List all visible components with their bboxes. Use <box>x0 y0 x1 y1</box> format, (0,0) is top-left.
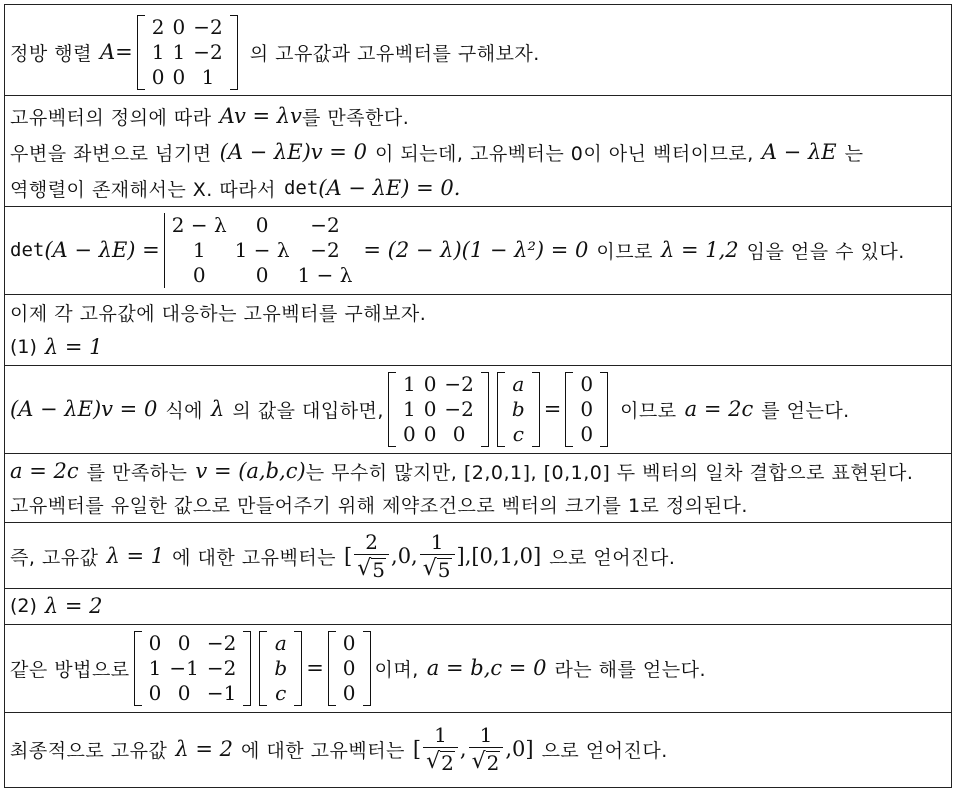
matrix-cell: −2 <box>444 396 474 421</box>
lambda-value: λ = 2 <box>175 737 233 761</box>
row5-post: 이므로 <box>596 240 653 263</box>
row-case2-system <box>10 626 948 710</box>
divider <box>4 453 952 454</box>
matrix-cell: 0 <box>172 14 186 39</box>
eigen-equation: Av = λv <box>219 104 302 128</box>
matrix-cell: 2 <box>151 14 165 39</box>
matrix-cell: 0 <box>423 421 437 446</box>
row-case-2 <box>10 590 948 622</box>
char-equation: (A − λE)v = 0 <box>10 397 158 421</box>
divider <box>4 522 952 523</box>
matrix-cell: 0 <box>423 371 437 396</box>
row-matrix-definition <box>10 10 948 94</box>
char-equation: (A − λE)v = 0 <box>219 140 367 164</box>
vector-abc <box>497 372 540 447</box>
row11-mid: 에 대한 고유벡터는 <box>172 546 337 569</box>
zero-vector <box>565 372 608 447</box>
row14-post: 으로 얻어진다. <box>541 739 668 762</box>
a-minus-lambda-e: A − λE <box>761 140 837 164</box>
row6-text: 이제 각 고유값에 대응하는 고유벡터를 구해보자. <box>10 302 427 325</box>
matrix-cell: 0 <box>255 262 269 287</box>
divider <box>4 624 952 625</box>
matrix-cell: 0 <box>177 630 191 655</box>
det-equation: (A − λE) = 0. <box>318 176 461 200</box>
row4-pre: 역행렬이 존재해서는 X. 따라서 <box>10 178 276 201</box>
matrix-a-minus-2e <box>134 631 252 706</box>
equals-sign: = <box>543 397 562 421</box>
divider <box>4 588 952 589</box>
fraction-2-over-sqrt5: 2 √ 5 <box>354 530 389 582</box>
vector-cell: b <box>511 396 525 421</box>
vector-cell: a <box>274 630 287 655</box>
vector-abc <box>259 631 302 706</box>
separator: ,0, <box>391 544 418 568</box>
matrix-cell: 0 <box>423 396 437 421</box>
row-case1-eigenvectors <box>10 524 948 588</box>
row3-pre: 우변을 좌변으로 넘기면 <box>10 142 212 165</box>
lambda-value: λ = 1 <box>106 544 165 568</box>
row2-post: 를 만족한다. <box>301 106 410 129</box>
row13-post2: 라는 해를 얻는다. <box>554 658 707 681</box>
matrix-a <box>137 15 238 90</box>
close-bracket: ],[0,1,0] <box>456 544 542 568</box>
row1-pre: 정방 행렬 <box>10 42 92 65</box>
open-bracket: [ <box>344 544 353 568</box>
close-bracket: ,0] <box>505 737 534 761</box>
row5-post2: 임을 얻을 수 있다. <box>746 240 905 263</box>
matrix-cell: 1 <box>192 237 206 262</box>
row-normalization <box>10 488 948 520</box>
row-case1-system <box>10 367 948 451</box>
radicand: 5 <box>437 558 451 582</box>
vector-cell: 0 <box>342 630 356 655</box>
row13-post: 이며, <box>374 658 419 681</box>
matrix-cell: 0 <box>192 262 206 287</box>
radicand: 2 <box>486 751 500 775</box>
numerator: 2 <box>365 530 378 554</box>
radicand: 2 <box>441 751 454 775</box>
vector-cell: 0 <box>580 421 594 446</box>
matrix-cell: 0 <box>148 630 162 655</box>
matrix-cell: 0 <box>151 64 165 89</box>
determinant-matrix <box>164 213 360 288</box>
equals-sign: = <box>115 40 133 64</box>
row-determinant-expansion <box>10 208 948 292</box>
row-definition <box>10 100 948 132</box>
row-infinitely-many <box>10 455 948 487</box>
vector-cell: 0 <box>580 396 594 421</box>
constraint-eq: a = 2c <box>10 459 79 483</box>
row3-mid: 이 되는데, 고유벡터는 0이 아닌 벡터이므로, <box>374 142 754 165</box>
vector-cell: 0 <box>342 680 356 705</box>
row-case-1 <box>10 331 948 363</box>
open-bracket: [ <box>412 737 422 761</box>
row11-post: 으로 얻어진다. <box>549 546 676 569</box>
matrix-a-minus-1e <box>388 372 489 447</box>
fraction-1-over-sqrt2: 1 √ 2 <box>469 723 504 775</box>
row14-pre: 최종적으로 고유값 <box>10 739 168 762</box>
numerator: 1 <box>430 530 444 554</box>
matrix-cell: 0 <box>402 421 416 446</box>
numerator: 1 <box>479 723 493 747</box>
matrix-cell: 1 − λ <box>297 262 353 287</box>
divider <box>4 712 952 713</box>
case-label: (2) <box>10 595 37 617</box>
matrix-cell: 1 <box>148 655 162 680</box>
row9-mid: 를 만족하는 <box>86 461 188 484</box>
matrix-cell: 1 <box>402 396 416 421</box>
lambda-value: λ = 2 <box>44 594 103 618</box>
eigenvalues-result: λ = 1,2 <box>660 238 739 262</box>
row-case2-eigenvectors <box>10 716 948 782</box>
matrix-cell: −2 <box>206 630 237 655</box>
vector-v: v = (a,b,c) <box>195 459 306 483</box>
row8-post: 이므로 <box>620 399 677 422</box>
det-label: det <box>283 177 319 199</box>
matrix-cell: 0 <box>172 64 186 89</box>
row2-pre: 고유벡터의 정의에 따라 <box>10 106 212 129</box>
lambda-value: λ = 1 <box>44 335 103 359</box>
fraction-1-over-sqrt5: 1 √ 5 <box>420 530 455 582</box>
zero-vector <box>328 631 371 706</box>
vector-cell: 0 <box>580 371 594 396</box>
row8-mid: 식에 <box>165 399 204 422</box>
divider <box>4 206 952 207</box>
matrix-cell: −1 <box>206 680 237 705</box>
det-lhs: (A − λE) = <box>44 238 160 262</box>
row8-post2: 를 얻는다. <box>761 399 850 422</box>
row1-post: 의 고유값과 고유벡터를 구해보자. <box>249 42 540 65</box>
fraction-1-over-sqrt2: 1 √ 2 <box>423 723 458 775</box>
radicand: 5 <box>372 558 386 582</box>
row-determinant-zero <box>10 172 948 204</box>
vector-cell: c <box>512 421 524 446</box>
det-label: det <box>10 239 45 261</box>
divider <box>4 365 952 366</box>
case-label: (1) <box>10 336 37 358</box>
divider <box>4 95 952 96</box>
matrix-cell: −2 <box>444 371 474 396</box>
row14-mid: 에 대한 고유벡터는 <box>241 739 405 762</box>
lambda-symbol: λ <box>211 397 225 421</box>
matrix-cell: 0 <box>148 680 162 705</box>
separator: , <box>459 737 467 761</box>
row10-text: 고유벡터를 유일한 값으로 만들어주기 위해 제약조건으로 벡터의 크기를 1로 정의된다. <box>10 494 748 517</box>
vector-cell: 0 <box>342 655 356 680</box>
matrix-cell: 1 <box>201 64 215 89</box>
matrix-cell: 2 − λ <box>171 212 227 237</box>
matrix-cell: −2 <box>193 14 223 39</box>
matrix-cell: 0 <box>255 212 269 237</box>
matrix-cell: −1 <box>169 655 199 680</box>
matrix-cell: 0 <box>452 421 466 446</box>
row-intro-eigenvectors <box>10 296 948 328</box>
case1-result: a = 2c <box>684 397 754 421</box>
row11-pre: 즉, 고유값 <box>10 546 99 569</box>
case2-result: a = b,c = 0 <box>426 656 547 680</box>
matrix-cell: 1 <box>402 371 416 396</box>
matrix-a-symbol: A <box>99 40 116 64</box>
matrix-cell: 0 <box>177 680 191 705</box>
row9-post: 는 무수히 많지만, [2,0,1], [0,1,0] 두 벡터의 일차 결합으로 표현된다. <box>305 461 914 484</box>
row8-mid2: 의 값을 대입하면, <box>232 399 384 422</box>
numerator: 1 <box>434 723 447 747</box>
matrix-cell: 1 <box>172 39 186 64</box>
vector-cell: c <box>275 680 287 705</box>
row3-post: 는 <box>844 142 864 165</box>
matrix-cell: −2 <box>193 39 223 64</box>
vector-cell: a <box>512 371 525 396</box>
matrix-cell: −2 <box>310 237 340 262</box>
row13-pre: 같은 방법으로 <box>10 658 130 681</box>
row-move-terms <box>10 136 948 168</box>
matrix-cell: 1 − λ <box>234 237 290 262</box>
det-rhs: = (2 − λ)(1 − λ²) = 0 <box>363 238 589 262</box>
vector-cell: b <box>274 655 288 680</box>
divider <box>4 294 952 295</box>
equals-sign: = <box>306 656 324 680</box>
matrix-cell: −2 <box>310 212 340 237</box>
matrix-cell: −2 <box>206 655 237 680</box>
matrix-cell: 1 <box>151 39 165 64</box>
